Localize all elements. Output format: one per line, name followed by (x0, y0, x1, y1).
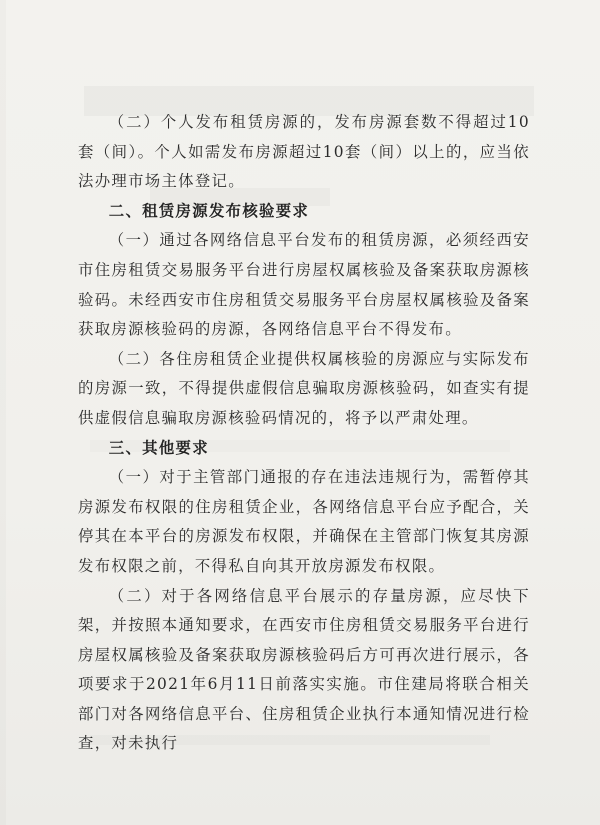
document-body (78, 108, 530, 759)
body-paragraph: （二）对于各网络信息平台展示的存量房源，应尽快下架，并按照本通知要求，在西安市住房租赁交易服务平台进行房屋权属核验及备案获取房源核验码后方可再次进行展示，各项要求于2021年6月11日前落实实施。市住建局将联合相关部门对各网络信息平台、住房租赁企业执行本通知情况进行检查，对未执行 (78, 586, 530, 753)
section-heading: 二、租赁房源发布核验要求 (108, 201, 310, 220)
body-paragraph: （二）个人发布租赁房源的，发布房源套数不得超过10套（间）。个人如需发布房源超过10套（间）以上的，应当依法办理市场主体登记。 (78, 113, 530, 191)
body-paragraph: （一）对于主管部门通报的存在违法违规行为，需暂停其房源发布权限的住房租赁企业，各网络信息平台应予配合，关停其在本平台的房源发布权限，并确保在主管部门恢复其房源发布权限之前，不得私自向其开放房源发布权限。 (78, 468, 530, 575)
section-heading: 三、其他要求 (108, 438, 209, 457)
scan-edge-shadow (0, 0, 6, 825)
body-paragraph: （二）各住房租赁企业提供权属核验的房源应与实际发布的房源一致，不得提供虚假信息骗取房源核验码，如查实有提供虚假信息骗取房源核验码情况的，将予以严肃处理。 (78, 349, 530, 427)
body-paragraph: （一）通过各网络信息平台发布的租赁房源，必须经西安市住房租赁交易服务平台进行房屋权属核验及备案获取房源核验码。未经西安市住房租赁交易服务平台房屋权属核验及备案获取房源核验码的房源，各网络信息平台不得发布。 (78, 231, 530, 339)
